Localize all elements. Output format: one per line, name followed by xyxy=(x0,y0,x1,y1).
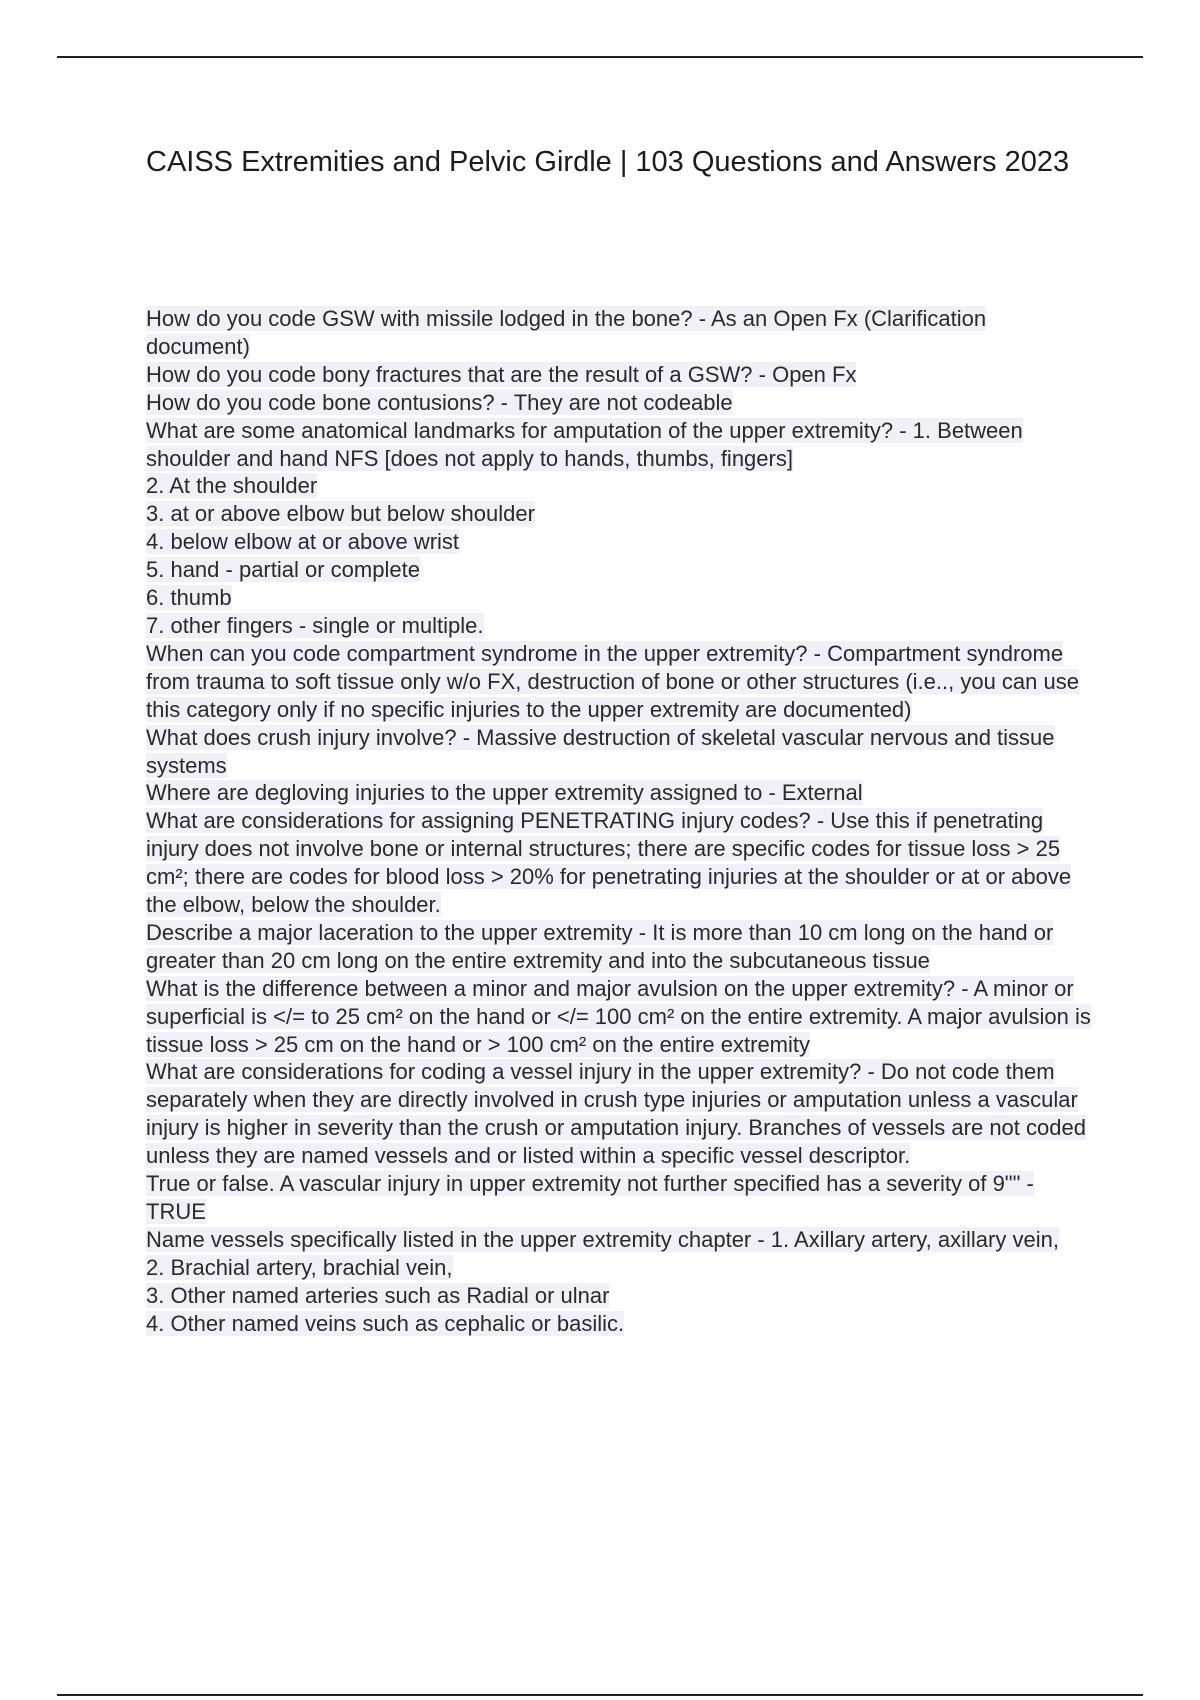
qa-line xyxy=(146,417,1096,473)
qa-line-text: 5. hand - partial or complete xyxy=(146,557,420,583)
qa-line xyxy=(146,612,1096,640)
qa-line-text: 3. Other named arteries such as Radial or ulnar xyxy=(146,1282,610,1308)
top-rule xyxy=(57,56,1143,58)
qa-line xyxy=(146,584,1096,612)
qa-line xyxy=(146,919,1096,975)
qa-line xyxy=(146,500,1096,528)
qa-line xyxy=(146,1226,1096,1254)
qa-line-text: True or false. A vascular injury in upper extremity not further specified has a severity of 9"" - TRUE xyxy=(146,1171,1034,1224)
qa-line-text: When can you code compartment syndrome in the upper extremity? - Compartment syndrome from trauma to soft tissue only w/o FX, destruction of bone or other structures (i.e.., you can use this category only if no specific injuries to the upper extremity are documented) xyxy=(146,640,1079,722)
document-title: CAISS Extremities and Pelvic Girdle | 103 Questions and Answers 2023 xyxy=(146,146,1070,178)
qa-line xyxy=(146,472,1096,500)
qa-line-text: How do you code bone contusions? - They are not codeable xyxy=(146,389,733,415)
qa-line-text: 3. at or above elbow but below shoulder xyxy=(146,501,535,527)
qa-line xyxy=(146,975,1096,1059)
qa-line xyxy=(146,1282,1096,1310)
qa-line-text: 2. Brachial artery, brachial vein, xyxy=(146,1254,453,1280)
qa-line xyxy=(146,807,1096,919)
qa-line xyxy=(146,528,1096,556)
qa-line xyxy=(146,1310,1096,1338)
qa-line-text: What does crush injury involve? - Massive destruction of skeletal vascular nervous and tissue systems xyxy=(146,724,1055,778)
qa-line-text: 6. thumb xyxy=(146,585,232,611)
qa-line-text: 7. other fingers - single or multiple. xyxy=(146,612,484,638)
qa-line xyxy=(146,779,1096,807)
qa-line-text: What are considerations for coding a vessel injury in the upper extremity? - Do not code them separately when they are directly involved in crush type injuries or amputation unless a vascular injury is higher in severity than the crush or amputation injury. Branches of vessels are not coded unless they are named vessels and or listed within a specific vessel descriptor. xyxy=(146,1059,1086,1169)
qa-line-text: 2. At the shoulder xyxy=(146,473,318,499)
qa-line-text: Where are degloving injuries to the upper extremity assigned to - External xyxy=(146,780,863,806)
qa-line-text: What are considerations for assigning PENETRATING injury codes? - Use this if penetrating injury does not involve bone or internal structures; there are specific codes for tissue loss > 25 cm²; there are codes for blood loss > 20% for penetrating injuries at the shoulder or at or above the elbow, below the shoulder. xyxy=(146,808,1072,918)
bottom-rule xyxy=(57,1694,1143,1696)
qa-line-text: Describe a major laceration to the upper extremity - It is more than 10 cm long on the hand or greater than 20 cm long on the entire extremity and into the subcutaneous tissue xyxy=(146,919,1054,973)
qa-line xyxy=(146,556,1096,584)
qa-line-text: What is the difference between a minor and major avulsion on the upper extremity? - A minor or superficial is </= to 25 cm² on the hand or </= 100 cm² on the entire extremity. A major avulsion is tissue loss > 25 cm on the hand or > 100 cm² on the entire extremity xyxy=(146,975,1091,1057)
qa-line xyxy=(146,305,1096,361)
qa-line-text: How do you code bony fractures that are the result of a GSW? - Open Fx xyxy=(146,361,857,387)
qa-line xyxy=(146,1254,1096,1282)
qa-line-text: Name vessels specifically listed in the upper extremity chapter - 1. Axillary artery, axillary vein, xyxy=(146,1226,1059,1252)
qa-line-text: What are some anatomical landmarks for amputation of the upper extremity? - 1. Between shoulder and hand NFS [does not apply to hands, thumbs, fingers] xyxy=(146,417,1023,471)
qa-line xyxy=(146,361,1096,389)
qa-line xyxy=(146,1058,1096,1170)
qa-line xyxy=(146,724,1096,780)
qa-line xyxy=(146,640,1096,724)
qa-line-text: 4. Other named veins such as cephalic or basilic. xyxy=(146,1310,625,1336)
qa-line-text: How do you code GSW with missile lodged in the bone? - As an Open Fx (Clarification document) xyxy=(146,306,987,359)
qa-line xyxy=(146,1170,1096,1226)
qa-line xyxy=(146,389,1096,417)
qa-content xyxy=(146,305,1096,1338)
qa-line-text: 4. below elbow at or above wrist xyxy=(146,529,460,555)
